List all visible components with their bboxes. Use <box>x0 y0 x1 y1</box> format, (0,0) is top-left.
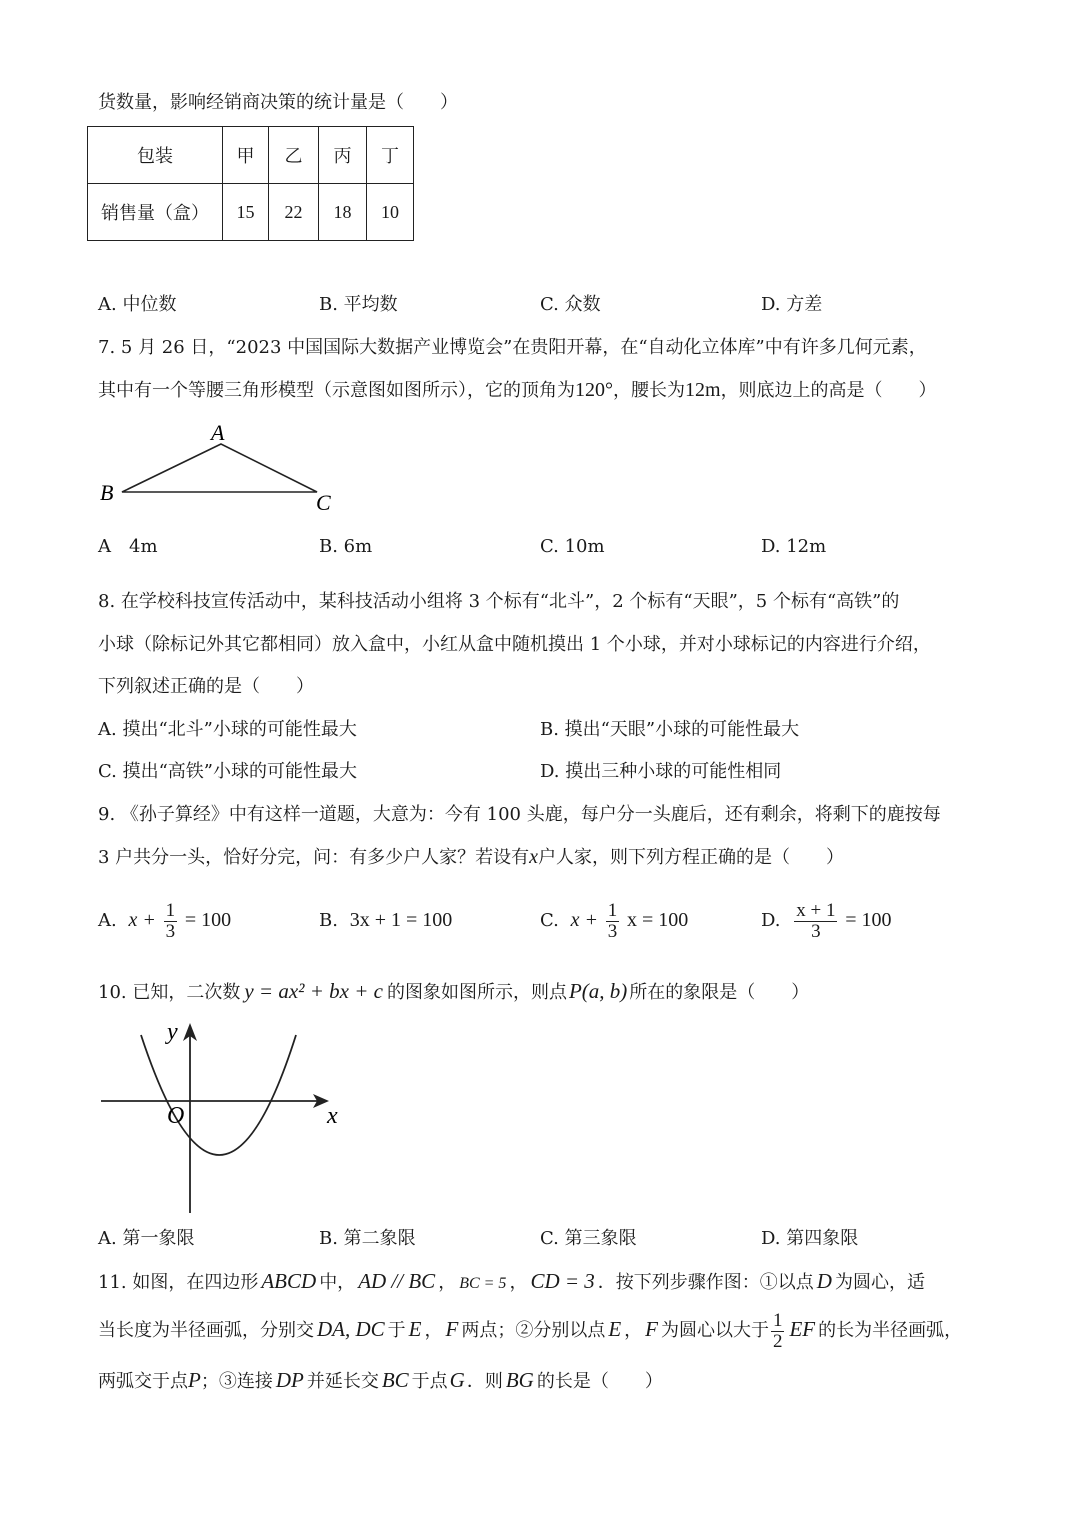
q11-math: P <box>188 1368 201 1392</box>
fraction-denominator: 3 <box>811 920 821 942</box>
q9-option-d[interactable] <box>761 897 891 944</box>
x-axis-label: x <box>327 1103 338 1129</box>
q11-stem-line3 <box>98 1367 663 1395</box>
fraction-numerator: 1 <box>607 899 618 921</box>
table-cell: 15 <box>223 184 269 241</box>
table-header-cell: 甲 <box>223 127 269 184</box>
q8-stem-line2: 小球（除标记外其它都相同）放入盒中，小红从盒中随机摸出 1 个小球，并对小球标记的内容进行介绍， <box>98 634 931 655</box>
q7-option-b[interactable]: B. 6m <box>319 536 373 557</box>
table-row <box>88 184 414 241</box>
table-header-cell: 丙 <box>319 127 367 184</box>
fraction <box>794 901 837 942</box>
fraction <box>606 901 620 942</box>
q9-text: 3 户共分一头，恰好分完，问：有多少户人家？若设有 <box>98 847 530 868</box>
q11-text: 当长度为半径画弧，分别交 <box>98 1320 314 1341</box>
q10-text: 所在的象限是（ ） <box>629 982 810 1003</box>
q10-option-b[interactable]: B. 第二象限 <box>319 1228 416 1249</box>
q10-text: 10. 已知，二次数 <box>98 982 241 1003</box>
table-header-cell: 包装 <box>88 127 223 184</box>
table-header-cell: 丁 <box>367 127 414 184</box>
table-cell: 18 <box>319 184 367 241</box>
q9-option-a[interactable] <box>98 897 231 944</box>
q11-text: 的长是（ ） <box>536 1371 663 1392</box>
q11-math: D <box>816 1269 832 1293</box>
y-axis-label: y <box>167 1019 178 1045</box>
q7-option-a[interactable]: A 4m <box>98 536 158 557</box>
q11-text: 于 <box>387 1320 406 1341</box>
vertex-c-label: C <box>316 490 331 515</box>
q11-math: BC <box>381 1368 409 1392</box>
q7-option-c[interactable]: C. 10m <box>540 536 605 557</box>
sales-table <box>87 126 414 241</box>
q7-stem-line2 <box>98 377 937 404</box>
eq-text: 3x + 1 = 100 <box>349 909 453 931</box>
fraction-denominator: 2 <box>772 1330 783 1352</box>
q8-option-a[interactable]: A. 摸出“北斗”小球的可能性最大 <box>98 719 357 740</box>
q8-option-d[interactable]: D. 摸出三种小球的可能性相同 <box>540 761 782 782</box>
q9-option-b[interactable] <box>319 897 452 944</box>
q11-stem-line1 <box>98 1268 925 1297</box>
q11-text: ．按下列步骤作图：①以点 <box>597 1272 814 1293</box>
q11-math: E <box>408 1317 422 1341</box>
q11-text: 的长为半径画弧， <box>818 1320 963 1341</box>
q11-stem-line2 <box>98 1306 962 1354</box>
origin-label: O <box>167 1103 185 1129</box>
eq-part: x + <box>128 909 156 931</box>
q10-text: 的图象如图所示，则点 <box>386 982 567 1003</box>
fraction-numerator: x + 1 <box>796 899 836 921</box>
q11-math: BG <box>505 1368 534 1392</box>
q10-option-c[interactable]: C. 第三象限 <box>540 1228 637 1249</box>
q11-math: CD = 3 <box>530 1269 595 1293</box>
q6-option-b[interactable]: B. 平均数 <box>319 294 398 315</box>
q11-text: 为圆心，适 <box>834 1272 925 1293</box>
option-label: B. <box>319 910 338 931</box>
q11-math: BC = 5 <box>459 1275 507 1292</box>
fraction-denominator: 3 <box>165 920 176 942</box>
q11-text: 中， <box>319 1272 356 1293</box>
q6-option-a[interactable]: A. 中位数 <box>98 294 177 315</box>
q7-text: ，腰长为 <box>613 380 685 401</box>
q11-text: 为圆心以大于 <box>660 1320 769 1341</box>
q11-text: ；③连接 <box>200 1371 273 1392</box>
q7-text: ，则底边上的高是（ ） <box>720 380 937 401</box>
q9-option-c[interactable] <box>540 897 688 944</box>
option-label: A. <box>98 910 117 931</box>
q10-option-a[interactable]: A. 第一象限 <box>98 1228 195 1249</box>
q11-text: 于点 <box>411 1371 448 1392</box>
q11-math: AD // BC <box>358 1269 436 1293</box>
q6-option-d[interactable]: D. 方差 <box>761 294 823 315</box>
parabola-curve <box>141 1035 296 1155</box>
q11-math: DA, DC <box>317 1317 385 1341</box>
table-cell: 10 <box>367 184 414 241</box>
fraction-numerator: 1 <box>165 899 176 921</box>
q7-leg: 12m <box>685 379 721 401</box>
q11-text: 并延长交 <box>306 1371 379 1392</box>
q10-stem <box>98 978 809 1006</box>
q7-option-d[interactable]: D. 12m <box>761 536 827 557</box>
triangle-figure <box>95 418 355 518</box>
q11-text: 两弧交于点 <box>98 1371 188 1392</box>
parabola-figure <box>95 1015 355 1220</box>
q11-text: ， <box>424 1320 443 1341</box>
vertex-a-label: A <box>211 420 225 445</box>
q11-math: EF <box>789 1317 816 1341</box>
q11-text: ．则 <box>466 1371 503 1392</box>
table-header-cell: 乙 <box>269 127 319 184</box>
q8-option-c[interactable]: C. 摸出“高铁”小球的可能性最大 <box>98 761 357 782</box>
q7-angle: 120° <box>575 379 613 401</box>
table-cell: 22 <box>269 184 319 241</box>
q11-text: ， <box>438 1272 457 1293</box>
q9-stem-line2 <box>98 844 844 871</box>
triangle-shape <box>122 444 317 492</box>
q11-math: DP <box>275 1368 304 1392</box>
fraction-denominator: 3 <box>607 920 618 942</box>
vertex-b-label: B <box>100 480 114 505</box>
q11-text: 11. 如图，在四边形 <box>98 1272 259 1293</box>
q9-stem-line1: 9. 《孙子算经》中有这样一道题，大意为：今有 100 头鹿，每户分一头鹿后，还有剩余，将剩下的鹿按每 <box>98 804 941 825</box>
q11-text: 两点；②分别以点 <box>461 1320 606 1341</box>
fraction <box>771 1311 785 1352</box>
eq-part: x = 100 <box>626 909 689 931</box>
q7-text: 其中有一个等腰三角形模型（示意图如图所示），它的顶角为 <box>98 380 575 401</box>
fraction-numerator: 1 <box>772 1309 783 1331</box>
option-label: C. <box>540 910 559 931</box>
q11-math: E <box>608 1317 622 1341</box>
q11-math: G <box>449 1368 465 1392</box>
fraction <box>164 901 178 942</box>
option-label: D. <box>761 910 781 931</box>
q11-math: F <box>645 1317 658 1341</box>
eq-part: = 100 <box>184 909 232 931</box>
q8-stem-line1: 8. 在学校科技宣传活动中，某科技活动小组将 3 个标有“北斗”，2 个标有“天眼”，5 个标有“高铁”的 <box>98 591 900 612</box>
q6-option-c[interactable]: C. 众数 <box>540 294 601 315</box>
q11-text: ， <box>624 1320 643 1341</box>
eq-part: x + <box>570 909 598 931</box>
q10-point: P(a, b) <box>568 979 628 1003</box>
q6-stem: 货数量，影响经销商决策的统计量是（ ） <box>98 92 458 113</box>
eq-part: = 100 <box>845 909 892 931</box>
q7-stem-line1: 7. 5 月 26 日，“2023 中国国际大数据产业博览会”在贵阳开幕，在“自动化立体库”中有许多几何元素， <box>98 337 927 358</box>
q9-text: 户人家，则下列方程正确的是（ ） <box>538 847 845 868</box>
q8-option-b[interactable]: B. 摸出“天眼”小球的可能性最大 <box>540 719 800 740</box>
q8-stem-line3: 下列叙述正确的是（ ） <box>98 676 314 697</box>
q10-option-d[interactable]: D. 第四象限 <box>761 1228 859 1249</box>
q9-variable: x <box>529 846 539 868</box>
q11-math: F <box>445 1317 459 1341</box>
q11-text: ， <box>509 1272 528 1293</box>
table-row <box>88 127 414 184</box>
table-row-label: 销售量（盒） <box>88 184 223 241</box>
q10-formula: y = ax² + bx + c <box>244 979 383 1003</box>
q11-math: ABCD <box>261 1269 317 1293</box>
